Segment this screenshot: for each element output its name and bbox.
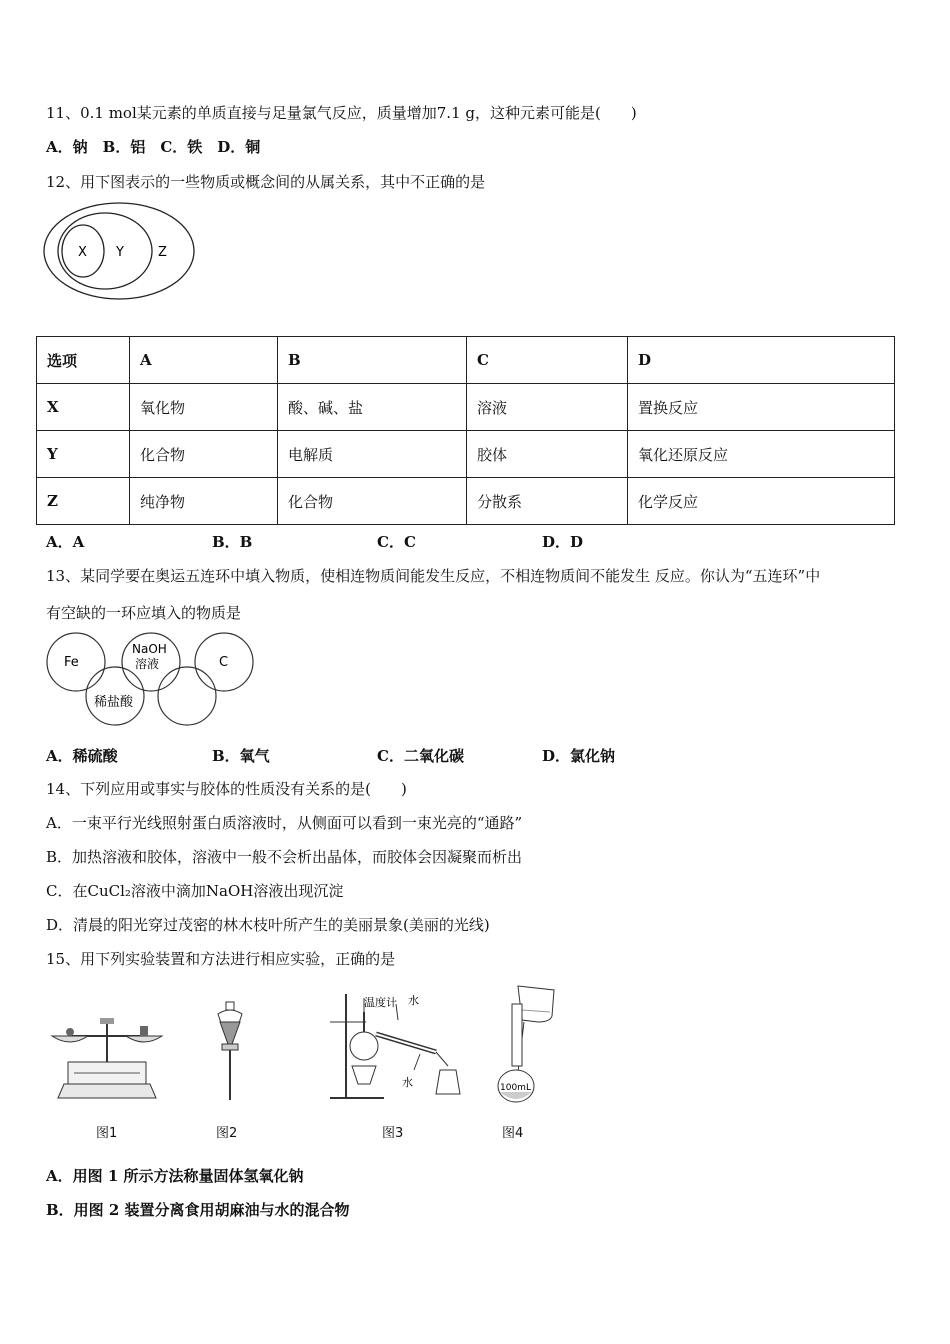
q11-stem: 11、0.1 mol某元素的单质直接与足量氯气反应，质量增加7.1 g，这种元素可能是( ) xyxy=(46,104,637,122)
fig1-balance-image xyxy=(48,1010,166,1102)
table-cell: 溶液 xyxy=(467,384,628,431)
table-cell: 胶体 xyxy=(467,431,628,478)
table-cell: 化合物 xyxy=(130,431,278,478)
q12-option-c: C．C xyxy=(377,533,416,551)
table-cell: 化学反应 xyxy=(628,478,895,525)
fig3-thermometer-label: 温度计 xyxy=(364,996,397,1009)
q13-stem-line2: 有空缺的一环应填入的物质是 xyxy=(46,604,242,622)
fig4-flask-label: 100mL xyxy=(500,1083,531,1093)
table-cell: X xyxy=(37,384,130,431)
q13-stem-line1: 13、某同学要在奥运五连环中填入物质，使相连物质间能发生反应，不相连物质间不能发生 反应。你认为“五连环”中 xyxy=(46,567,821,585)
fig4-caption: 图4 xyxy=(502,1126,524,1141)
q14-option-a: A．一束平行光线照射蛋白质溶液时，从侧面可以看到一束光亮的“通路” xyxy=(46,814,523,832)
table-cell: 选项 xyxy=(37,337,130,384)
fig4-volumetric-flask-image xyxy=(494,982,566,1104)
q12-stem: 12、用下图表示的一些物质或概念间的从属关系，其中不正确的是 xyxy=(46,173,486,191)
q13-option-a: A．稀硫酸 xyxy=(46,747,118,765)
q12-nested-ellipses-diagram xyxy=(40,200,200,306)
ring-naoh-label-2: 溶液 xyxy=(135,657,160,671)
q15-stem: 15、用下列实验装置和方法进行相应实验，正确的是 xyxy=(46,950,396,968)
fig3-distillation-image xyxy=(326,990,468,1102)
q14-option-d: D．清晨的阳光穿过茂密的林木枝叶所产生的美丽景象(美丽的光线) xyxy=(46,916,490,934)
ring-c-label: C xyxy=(219,655,229,670)
q12-option-a: A．A xyxy=(46,533,85,551)
ring-hcl-label: 稀盐酸 xyxy=(94,695,134,710)
table-cell: 氧化物 xyxy=(130,384,278,431)
fig3-water-in-label: 水 xyxy=(408,994,419,1007)
ring-naoh-label-1: NaOH xyxy=(132,642,167,656)
table-cell: 纯净物 xyxy=(130,478,278,525)
table-cell: Y xyxy=(37,431,130,478)
label-z: Z xyxy=(158,245,167,260)
table-cell: D xyxy=(628,337,895,384)
fig3-water-out-label: 水 xyxy=(402,1076,413,1089)
table-cell: A xyxy=(130,337,278,384)
table-cell: 氧化还原反应 xyxy=(628,431,895,478)
table-cell: 酸、碱、盐 xyxy=(278,384,467,431)
table-cell: 置换反应 xyxy=(628,384,895,431)
fig2-caption: 图2 xyxy=(216,1126,238,1141)
label-x: X xyxy=(78,245,87,260)
table-header-row xyxy=(37,337,895,384)
label-y: Y xyxy=(116,245,124,260)
q15-option-a: A．用图 1 所示方法称量固体氢氧化钠 xyxy=(46,1167,304,1185)
q13-option-b: B．氧气 xyxy=(212,747,270,765)
q13-five-rings-diagram xyxy=(44,630,258,728)
table-cell: B xyxy=(278,337,467,384)
q13-option-c: C．二氧化碳 xyxy=(377,747,464,765)
q14-stem: 14、下列应用或事实与胶体的性质没有关系的是( ) xyxy=(46,780,407,798)
ring-fe-label: Fe xyxy=(64,655,79,670)
q12-option-d: D．D xyxy=(542,533,584,551)
q12-option-b: B．B xyxy=(212,533,253,551)
q13-option-d: D．氯化钠 xyxy=(542,747,616,765)
table-cell: 电解质 xyxy=(278,431,467,478)
table-cell: 分散系 xyxy=(467,478,628,525)
q12-table xyxy=(36,336,895,525)
fig3-caption: 图3 xyxy=(382,1126,404,1141)
ring-blank xyxy=(158,667,216,725)
q11-options: A．钠 B．铝 C．铁 D．铜 xyxy=(46,138,261,156)
fig1-caption: 图1 xyxy=(96,1126,118,1141)
q14-option-c: C．在CuCl₂溶液中滴加NaOH溶液出现沉淀 xyxy=(46,882,344,900)
table-row xyxy=(37,384,895,431)
table-row xyxy=(37,478,895,525)
table-row xyxy=(37,431,895,478)
fig2-funnel-image xyxy=(210,1000,250,1104)
q15-option-b: B．用图 2 装置分离食用胡麻油与水的混合物 xyxy=(46,1201,350,1219)
table-cell: Z xyxy=(37,478,130,525)
q14-option-b: B．加热溶液和胶体，溶液中一般不会析出晶体，而胶体会因凝聚而析出 xyxy=(46,848,523,866)
ellipse-y xyxy=(58,213,152,289)
table-cell: 化合物 xyxy=(278,478,467,525)
table-cell: C xyxy=(467,337,628,384)
